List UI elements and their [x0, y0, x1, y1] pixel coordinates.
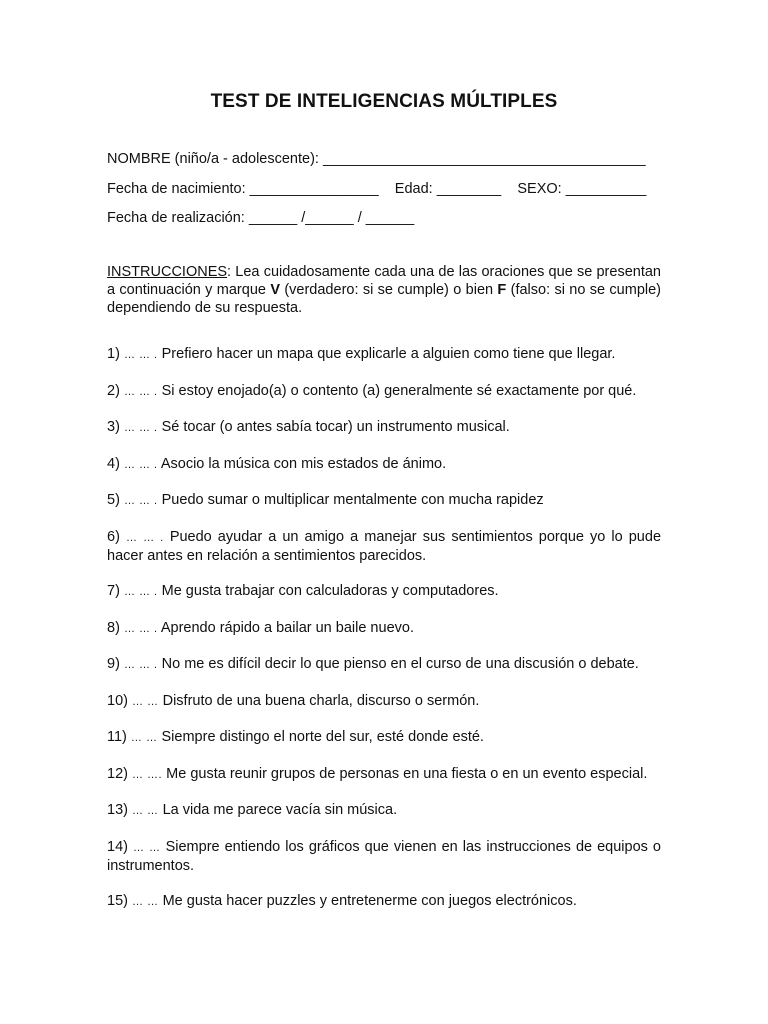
question-list — [107, 345, 661, 929]
answer-blank: … …. — [132, 768, 163, 781]
answer-blank: … … . — [123, 586, 158, 598]
question-item: 13) … … La vida me parece vacía sin música. — [107, 802, 398, 818]
question-item: 4) … … . Asocio la música con mis estados de ánimo. — [107, 455, 447, 472]
instructions-text-2: (verdadero: si se cumple) o bien — [279, 282, 498, 298]
question-text: Me gusta hacer puzzles y entretenerme con juegos electrónicos. — [162, 893, 577, 909]
question-item: 6) … … . Puedo ayudar a un amigo a manejar sus sentimientos porque yo lo pude hacer antes en relación a sentimientos parecidos. — [107, 528, 662, 564]
question-item: 8) … … . Aprendo rápido a bailar un baile nuevo. — [107, 619, 414, 636]
answer-blank: … … . — [123, 458, 158, 471]
question-item: 5) … … . Puedo sumar o multiplicar mentalmente con mucha rapidez — [107, 492, 544, 508]
true-marker: V — [270, 282, 280, 298]
answer-blank: … … . — [123, 422, 158, 434]
question-item: 10) … … Disfruto de una buena charla, discurso o sermón. — [107, 692, 480, 709]
answer-blank: … … — [132, 805, 159, 817]
question-text: Si estoy enojado(a) o contento (a) generalmente sé exactamente por qué. — [161, 382, 637, 399]
answer-blank: … … . — [123, 385, 158, 398]
false-marker: F — [497, 282, 507, 298]
completion-date-field: Fecha de realización: ______ /______ / ______ — [107, 210, 415, 226]
question-text: La vida me parece vacía sin música. — [162, 802, 398, 818]
birthdate-age-sex-field: Fecha de nacimiento: ________________ Edad: ________ SEXO: __________ — [107, 181, 647, 197]
answer-blank: … … . — [123, 622, 158, 635]
answer-blank: … … — [132, 896, 159, 908]
page-title: TEST DE INTELIGENCIAS MÚLTIPLES — [210, 91, 558, 112]
instructions-text-1: : Lea cuidadosamente cada una de las oraciones que se presentan a continuación y marque — [107, 264, 661, 298]
question-text: Prefiero hacer un mapa que explicarle a alguien como tiene que llegar. — [161, 346, 616, 362]
answer-blank: … … — [130, 732, 158, 744]
answer-blank: … … . — [125, 531, 164, 544]
question-item: 9) … … . No me es difícil decir lo que pienso en el curso de una discusión o debate. — [107, 656, 639, 672]
question-item: 3) … … . Sé tocar (o antes sabía tocar) un instrumento musical. — [107, 419, 510, 435]
answer-blank: … … . — [123, 349, 158, 361]
instructions — [107, 263, 661, 317]
instructions-label: INSTRUCCIONES — [107, 264, 228, 280]
question-text: Siempre distingo el norte del sur, esté donde esté. — [161, 729, 484, 745]
question-item: 12) … …. Me gusta reunir grupos de personas en una fiesta o en un evento especial. — [107, 765, 648, 782]
question-text: Asocio la música con mis estados de ánimo. — [160, 455, 447, 472]
question-text: Puedo ayudar a un amigo a manejar sus sentimientos porque yo lo pude hacer antes en relación a sentimientos parecidos. — [107, 528, 662, 564]
question-item: 14) … … Siempre entiendo los gráficos que vienen en las instrucciones de equipos o instrumentos. — [107, 838, 661, 874]
question-text: Sé tocar (o antes sabía tocar) un instrumento musical. — [161, 419, 510, 435]
question-text: Siempre entiendo los gráficos que vienen en las instrucciones de equipos o instrumentos. — [107, 838, 661, 874]
question-text: No me es difícil decir lo que pienso en el curso de una discusión o debate. — [161, 656, 639, 672]
question-item: 1) … … . Prefiero hacer un mapa que explicarle a alguien como tiene que llegar. — [107, 346, 616, 362]
question-text: Disfruto de una buena charla, discurso o sermón. — [162, 692, 480, 709]
answer-blank: … … — [133, 841, 161, 854]
name-field: NOMBRE (niño/a - adolescente): ________________________________________ — [107, 151, 646, 167]
answer-blank: … … — [132, 695, 159, 708]
answer-blank: … … . — [123, 659, 158, 671]
question-item: 15) … … Me gusta hacer puzzles y entretenerme con juegos electrónicos. — [107, 893, 577, 909]
question-text: Me gusta trabajar con calculadoras y computadores. — [161, 583, 499, 599]
instructions-text-3: (falso: si no se cumple) dependiendo de su respuesta. — [107, 282, 662, 316]
question-text: Aprendo rápido a bailar un baile nuevo. — [160, 619, 414, 636]
question-text: Me gusta reunir grupos de personas en una fiesta o en un evento especial. — [166, 765, 648, 782]
answer-blank: … … . — [123, 495, 158, 507]
question-item: 11) … … Siempre distingo el norte del sur, esté donde esté. — [107, 729, 484, 745]
question-text: Puedo sumar o multiplicar mentalmente con mucha rapidez — [161, 492, 544, 508]
question-item: 7) … … . Me gusta trabajar con calculadoras y computadores. — [107, 583, 499, 599]
question-item: 2) … … . Si estoy enojado(a) o contento (a) generalmente sé exactamente por qué. — [107, 382, 637, 399]
